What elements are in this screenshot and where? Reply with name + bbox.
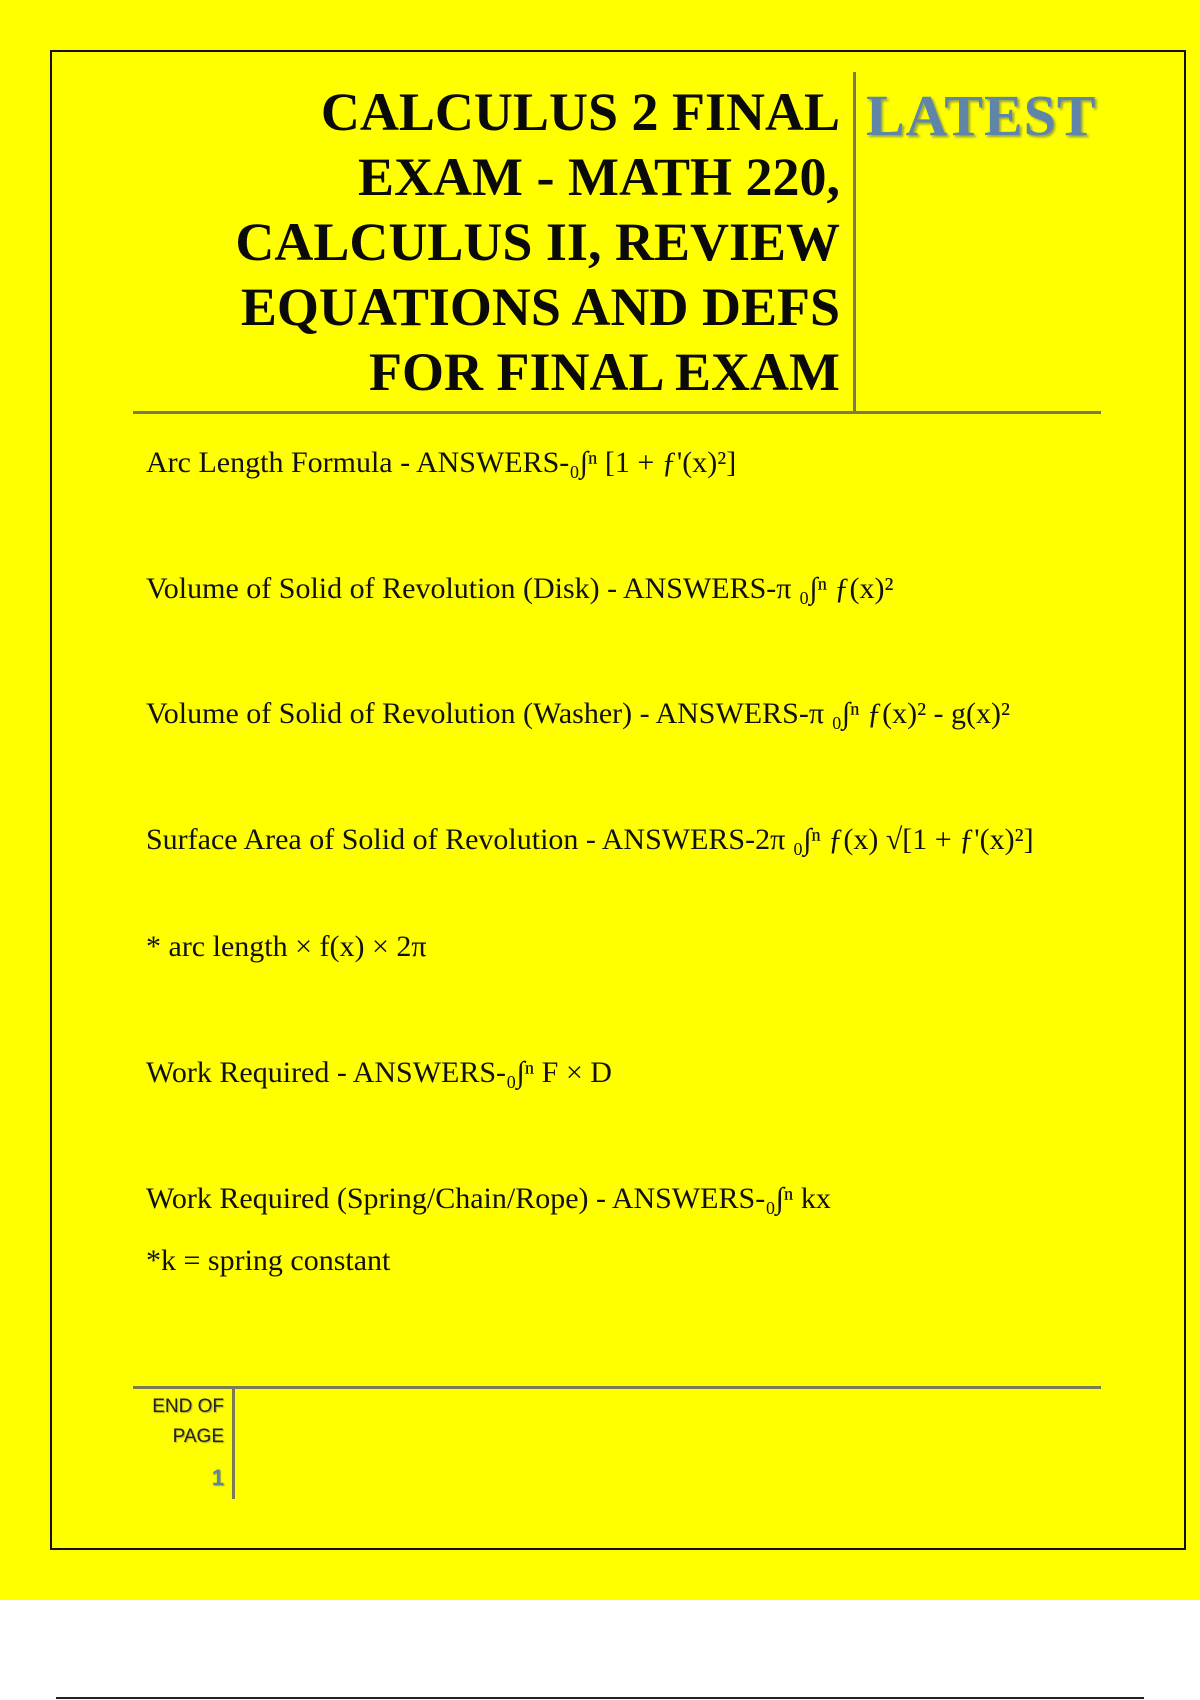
title-line-2: EXAM - MATH 220,	[358, 147, 840, 207]
entry-work-required: Work Required - ANSWERS-₀∫ⁿ F × D	[146, 1056, 612, 1089]
latest-badge: LATEST	[866, 83, 1097, 148]
title-divider	[853, 72, 856, 412]
header-rule	[133, 411, 1101, 414]
end-of-page-label	[140, 1392, 224, 1452]
entry-work-spring: Work Required (Spring/Chain/Rope) - ANSWERS-₀∫ⁿ kx	[146, 1182, 831, 1215]
page-number: 1	[211, 1465, 224, 1490]
entry-volume-disk: Volume of Solid of Revolution (Disk) - ANSWERS-π ₀∫ⁿ ƒ(x)²	[146, 572, 894, 605]
title-line-3: CALCULUS II, REVIEW	[235, 212, 840, 272]
entry-spring-constant-note: *k = spring constant	[146, 1244, 391, 1277]
entry-surface-area-note: * arc length × f(x) × 2π	[146, 930, 427, 963]
end-of-page-line-1: END OF	[152, 1396, 224, 1417]
entry-surface-area: Surface Area of Solid of Revolution - ANSWERS-2π ₀∫ⁿ ƒ(x) √[1 + ƒ'(x)²]	[146, 823, 1034, 856]
title-line-4: EQUATIONS AND DEFS	[240, 277, 840, 337]
title-line-5: FOR FINAL EXAM	[369, 342, 840, 402]
title-line-1: CALCULUS 2 FINAL	[320, 82, 840, 142]
footer-divider	[232, 1389, 235, 1499]
entry-volume-washer: Volume of Solid of Revolution (Washer) - ANSWERS-π ₀∫ⁿ ƒ(x)² - g(x)²	[146, 697, 1011, 730]
bottom-rule	[56, 1697, 1144, 1699]
entry-arc-length: Arc Length Formula - ANSWERS-₀∫ⁿ [1 + ƒ'(x)²]	[146, 446, 737, 479]
footer-rule	[133, 1386, 1101, 1389]
document-title	[140, 80, 840, 405]
end-of-page-line-2: PAGE	[172, 1426, 224, 1447]
